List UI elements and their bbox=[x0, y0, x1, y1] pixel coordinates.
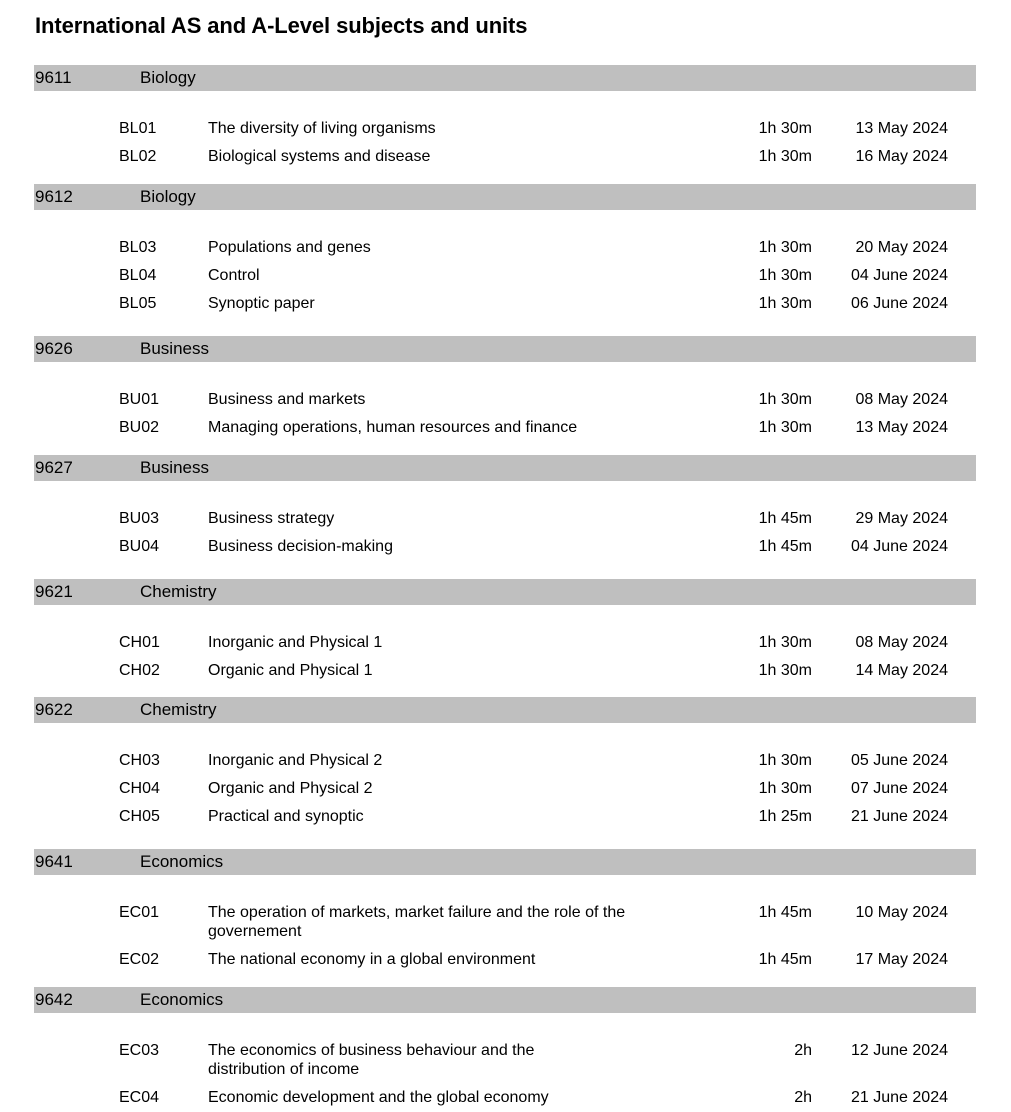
unit-date: 17 May 2024 bbox=[855, 951, 948, 968]
subject-code: 9612 bbox=[35, 187, 73, 206]
unit-title: Economic development and the global economy bbox=[208, 1089, 549, 1106]
unit-date: 04 June 2024 bbox=[851, 267, 948, 284]
unit-code: CH02 bbox=[119, 662, 160, 679]
unit-date: 21 June 2024 bbox=[851, 1089, 948, 1106]
unit-duration: 1h 45m bbox=[758, 510, 812, 527]
unit-title: The operation of markets, market failure and the role of the governement bbox=[208, 904, 626, 940]
unit-code: EC04 bbox=[119, 1089, 160, 1106]
unit-duration: 2h bbox=[794, 1089, 812, 1106]
unit-title: Business and markets bbox=[208, 391, 366, 408]
unit-date: 08 May 2024 bbox=[855, 391, 948, 408]
unit-title: Organic and Physical 2 bbox=[208, 780, 373, 797]
unit-row bbox=[0, 390, 1011, 410]
subject-header bbox=[34, 336, 976, 362]
unit-code: BU02 bbox=[119, 419, 160, 436]
unit-duration: 1h 30m bbox=[758, 780, 812, 797]
unit-row bbox=[0, 537, 1011, 557]
unit-duration: 1h 30m bbox=[758, 267, 812, 284]
unit-row bbox=[0, 779, 1011, 799]
unit-title: The diversity of living organisms bbox=[208, 120, 436, 137]
unit-date: 21 June 2024 bbox=[851, 808, 948, 825]
subject-name: Economics bbox=[140, 990, 224, 1009]
unit-date: 16 May 2024 bbox=[855, 148, 948, 165]
unit-row bbox=[0, 119, 1011, 139]
unit-duration: 1h 30m bbox=[758, 148, 812, 165]
unit-row bbox=[0, 147, 1011, 167]
unit-row bbox=[0, 294, 1011, 314]
unit-code: BU03 bbox=[119, 510, 160, 527]
subject-code: 9611 bbox=[35, 68, 72, 87]
unit-row bbox=[0, 418, 1011, 438]
unit-duration: 1h 30m bbox=[758, 634, 812, 651]
unit-title: Business strategy bbox=[208, 510, 335, 527]
unit-duration: 1h 30m bbox=[758, 662, 812, 679]
unit-row bbox=[0, 633, 1011, 653]
unit-code: BL05 bbox=[119, 295, 157, 312]
subject-header bbox=[34, 697, 976, 723]
unit-row bbox=[0, 1088, 1011, 1108]
unit-duration: 1h 30m bbox=[758, 120, 812, 137]
subject-header bbox=[34, 455, 976, 481]
unit-duration: 1h 25m bbox=[758, 808, 812, 825]
unit-duration: 1h 30m bbox=[758, 752, 812, 769]
unit-row bbox=[0, 903, 1011, 940]
subject-header bbox=[34, 184, 976, 210]
unit-title: Business decision-making bbox=[208, 538, 393, 555]
unit-duration: 1h 45m bbox=[758, 538, 812, 555]
unit-title: Synoptic paper bbox=[208, 295, 315, 312]
unit-code: EC02 bbox=[119, 951, 160, 968]
unit-duration: 2h bbox=[794, 1042, 812, 1059]
unit-code: BL04 bbox=[119, 267, 157, 284]
subject-code: 9642 bbox=[35, 990, 73, 1009]
unit-title: Populations and genes bbox=[208, 239, 371, 256]
unit-date: 13 May 2024 bbox=[855, 419, 948, 436]
unit-row bbox=[0, 751, 1011, 771]
unit-title: Inorganic and Physical 2 bbox=[208, 752, 383, 769]
unit-title: The economics of business behaviour and the distribution of income bbox=[208, 1042, 535, 1078]
unit-row bbox=[0, 238, 1011, 258]
unit-date: 05 June 2024 bbox=[851, 752, 948, 769]
unit-title: Organic and Physical 1 bbox=[208, 662, 373, 679]
subject-header bbox=[34, 987, 976, 1013]
unit-date: 06 June 2024 bbox=[851, 295, 948, 312]
unit-duration: 1h 30m bbox=[758, 391, 812, 408]
page-title: International AS and A-Level subjects and units bbox=[35, 13, 528, 38]
unit-duration: 1h 30m bbox=[758, 239, 812, 256]
subject-name: Business bbox=[140, 339, 209, 358]
subject-header bbox=[34, 849, 976, 875]
unit-duration: 1h 30m bbox=[758, 419, 812, 436]
unit-date: 12 June 2024 bbox=[851, 1042, 948, 1059]
unit-code: EC03 bbox=[119, 1042, 160, 1059]
subject-code: 9627 bbox=[35, 458, 73, 477]
unit-code: BL02 bbox=[119, 148, 157, 165]
subject-name: Chemistry bbox=[140, 700, 217, 719]
unit-row bbox=[0, 266, 1011, 286]
subject-name: Chemistry bbox=[140, 582, 217, 601]
subject-code: 9626 bbox=[35, 339, 73, 358]
unit-date: 29 May 2024 bbox=[855, 510, 948, 527]
unit-code: BU04 bbox=[119, 538, 160, 555]
unit-row bbox=[0, 950, 1011, 970]
subject-code: 9622 bbox=[35, 700, 73, 719]
unit-code: BL03 bbox=[119, 239, 157, 256]
subject-header bbox=[34, 65, 976, 91]
unit-date: 14 May 2024 bbox=[855, 662, 948, 679]
unit-title: The national economy in a global environment bbox=[208, 951, 536, 968]
unit-code: CH03 bbox=[119, 752, 160, 769]
subject-header bbox=[34, 579, 976, 605]
unit-duration: 1h 30m bbox=[758, 295, 812, 312]
unit-row bbox=[0, 807, 1011, 827]
unit-code: BU01 bbox=[119, 391, 160, 408]
unit-row bbox=[0, 509, 1011, 529]
unit-code: EC01 bbox=[119, 904, 160, 921]
unit-code: CH04 bbox=[119, 780, 160, 797]
subject-name: Biology bbox=[140, 187, 196, 206]
unit-date: 10 May 2024 bbox=[855, 904, 948, 921]
subject-code: 9621 bbox=[35, 582, 73, 601]
unit-date: 04 June 2024 bbox=[851, 538, 948, 555]
unit-row bbox=[0, 1041, 1011, 1078]
unit-date: 13 May 2024 bbox=[855, 120, 948, 137]
unit-date: 07 June 2024 bbox=[851, 780, 948, 797]
unit-title: Control bbox=[208, 267, 260, 284]
unit-title: Biological systems and disease bbox=[208, 148, 431, 165]
subject-code: 9641 bbox=[35, 852, 73, 871]
unit-date: 20 May 2024 bbox=[855, 239, 948, 256]
unit-row bbox=[0, 661, 1011, 681]
subject-name: Economics bbox=[140, 852, 224, 871]
unit-title: Practical and synoptic bbox=[208, 808, 364, 825]
unit-duration: 1h 45m bbox=[758, 904, 812, 921]
subject-name: Business bbox=[140, 458, 209, 477]
unit-duration: 1h 45m bbox=[758, 951, 812, 968]
unit-date: 08 May 2024 bbox=[855, 634, 948, 651]
subject-name: Biology bbox=[140, 68, 196, 87]
unit-code: BL01 bbox=[119, 120, 157, 137]
unit-code: CH01 bbox=[119, 634, 160, 651]
unit-title: Managing operations, human resources and finance bbox=[208, 419, 578, 436]
unit-title: Inorganic and Physical 1 bbox=[208, 634, 383, 651]
unit-code: CH05 bbox=[119, 808, 160, 825]
